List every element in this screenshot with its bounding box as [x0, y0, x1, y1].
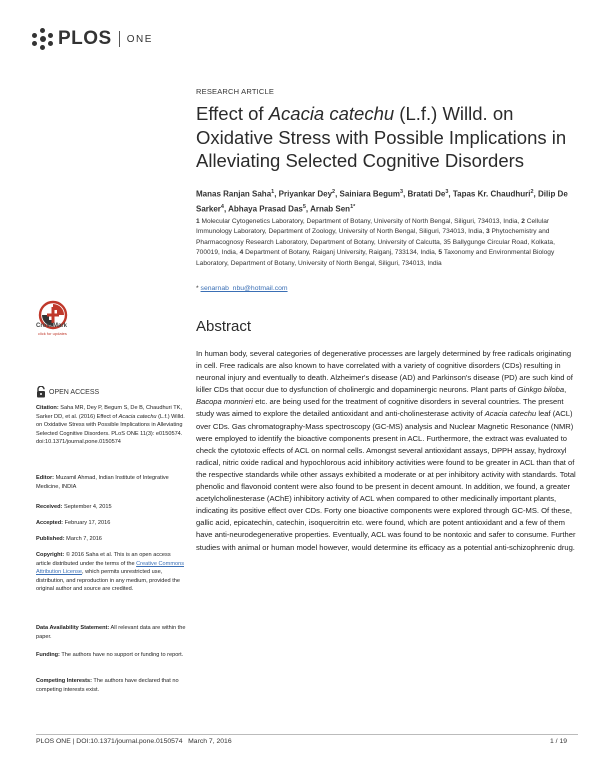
author-name: Bratati De — [407, 189, 446, 199]
open-lock-icon — [36, 386, 46, 398]
title-italic: Acacia catechu — [268, 103, 395, 124]
author-affiliation-sup: 2 — [530, 189, 534, 195]
affiliation-number: 1 — [196, 218, 202, 225]
logo-journal: ONE — [126, 33, 153, 45]
editor — [36, 474, 186, 491]
author-affiliation-sup: 4 — [220, 203, 224, 210]
abstract-body — [196, 348, 578, 554]
abstract-text-3: etc. are being used for the treatment of cognitive disorders in several countries. The present study was aimed to explore the detailed antioxidant and anti-cholinesterase activity of — [196, 397, 564, 419]
crossmark-sub: click for updates — [38, 331, 67, 336]
copyright-text2: , which permits unrestricted use, distribution, and reproduction in any medium, provided the original author and source are credited. — [36, 569, 180, 593]
received-text: September 4, 2015 — [64, 504, 112, 510]
competing-text: The authors have declared that no competing interests exist. — [36, 678, 179, 693]
copyright-text: © 2016 Saha et al. This is an open access article distributed under the terms of the — [36, 552, 171, 567]
received-date — [36, 503, 186, 512]
abstract-heading: Abstract — [196, 318, 252, 335]
affiliation-text: Molecular Cytogenetics Laboratory, Department of Botany, University of North Bengal, Siliguri, 734013, India, — [201, 218, 522, 225]
title-part2: (L.f.) Willd. on Oxidative Stress with Possible Implications in Alleviating Selected Cognitive Disorders — [196, 103, 567, 171]
author-name: Manas Ranjan Saha — [196, 189, 272, 199]
author-affiliation-sup: 5 — [302, 203, 306, 210]
plos-dots-icon — [32, 28, 54, 50]
author-name: Abhaya Prasad Das — [228, 204, 303, 214]
footer-divider — [36, 734, 578, 735]
data-availability — [36, 624, 186, 641]
affiliation-text: Phytochemistry and Pharmacognosy Research Laboratory, Department of Botany, University of Calcutta, 35 Ballygunge Circular Road, Kolkata, 700019, India, — [196, 228, 555, 257]
affiliation-number: 2 — [521, 218, 527, 225]
author-affiliation-sup: 3 — [400, 189, 404, 195]
affiliation-text: Department of Botany, Raiganj University, Raiganj, 733134, India, — [245, 249, 439, 257]
logo-brand: PLOS — [58, 28, 112, 49]
citation-text: Saha MR, Dey P, Begum S, De B, Chaudhuri TK, Sarker DD, et al. (2016) Effect of — [36, 405, 182, 420]
received-label: Received: — [36, 504, 63, 510]
author-name: Tapas Kr. Chaudhuri — [452, 189, 531, 199]
affiliation-number: 3 — [486, 228, 492, 236]
copyright — [36, 551, 186, 594]
citation-label: Citation: — [36, 405, 59, 411]
citation — [36, 404, 186, 447]
cc-license-link[interactable]: Creative Commons Attribution License — [36, 560, 184, 576]
plos-logo — [32, 28, 202, 50]
published-label: Published: — [36, 536, 65, 542]
affiliation-text: Taxonomy and Environmental Biology Laboratory, Department of Botany, University of North Bengal, Siliguri, 734013, India — [196, 249, 555, 267]
funding-text: The authors have no support or funding to report. — [61, 652, 184, 658]
logo-separator — [119, 31, 120, 47]
author-name: Arnab Sen — [310, 204, 351, 214]
abstract-italic-2: Bacopa monnieri — [196, 397, 253, 407]
funding — [36, 651, 186, 660]
page-number: 1 / 19 — [550, 738, 568, 745]
author-affiliation-sup: 1 — [271, 189, 275, 195]
author-list: Manas Ranjan Saha$^1$, Priyankar Dey$^2$, Sainiara Begum$^3$, Bratati De$^3$, Tapas Kr. Chaudhuri$^2$, Dilip De Sarker$^4$, Abhaya Prasad Das$^5$, Arnab Sen$^{1*}$ — [196, 189, 568, 214]
corresponding-marker: * — [196, 285, 199, 292]
abstract-text-1: In human body, several categories of degenerative processes are largely determined by free radicals originating in cell. Free radicals are also known to have correlated with a variety of cognitive disorders (CDs) resulting in neuronal injury and eventually to death. Alzheimer's disease (AD) and Parkinson's disease (PD) are such kind of killer CDs that occur due to dysfunction of cholinergic and dopaminergic neurons. Plant parts of — [196, 349, 573, 395]
footer-citation: PLOS ONE | DOI:10.1371/journal.pone.0150574 March 7, 2016 — [36, 738, 232, 745]
abstract-text-4: leaf (ACL) over CDs. Gas chromatography-Mass spectroscopy (GC-MS) analysis and Nuclear Magnetic Resonance (NMR) were employed to identify the bioactive components present in ACL. Furthermore, the extract was evaluated to check the cytotoxic effects of ACL on normal cells. Amongst several antioxidant assays, DPPH assay, hydroxyl radical, nitric oxide radical and hypochlorous acid inhibitory activities were found to be greater in ACL than that of the respective standards while other assays exhibited a moderate or at per inhibitory activity with standards. Total phenolic and flavonoid content were also found to be present in decent amount. In addition, we found, a greater acetylcholinesterase (AChE) inhibitory activity of ACL when compared to other medicinally important plants, indicating its positive effect over CDs. Forty one bioactive components were explored through GC-MS. Of these, gallic acid, epicatechin, catechin, isoquercitrin etc. were found, which are potent antioxidant and a few of them have anti-neurodegenerative properties. Eventually, ACL was found to be nontoxic and safer to consume. Further studies with animal or human model however, would determine its efficacy as a potential anti-schizophrenic drug. — [196, 409, 576, 552]
published-text: March 7, 2016 — [66, 536, 102, 542]
accepted-text: February 17, 2016 — [64, 520, 111, 526]
crossmark-label: CrossMark — [36, 323, 68, 329]
corresponding-author — [196, 285, 288, 292]
author-affiliation-sup: 1* — [350, 203, 356, 210]
competing-label: Competing Interests: — [36, 678, 92, 684]
citation-text2: (L.f.) Willd. on Oxidative Stress with Possible Implications in Alleviating Selected Cognitive Disorders. PLoS ONE 11(3): e0150574. doi:10.1371/journal.pone.0150574 — [36, 413, 185, 446]
data-availability-text: All relevant data are within the paper. — [36, 625, 186, 640]
editor-label: Editor: — [36, 475, 55, 481]
article-type: RESEARCH ARTICLE — [196, 87, 275, 96]
open-access-label: OPEN ACCESS — [49, 388, 100, 396]
accepted-date — [36, 519, 186, 528]
affiliation-number: 5 — [438, 249, 444, 257]
open-access-badge — [36, 386, 99, 398]
copyright-label: Copyright: — [36, 552, 65, 558]
competing-interests — [36, 677, 186, 694]
published-date — [36, 535, 186, 544]
article-title — [196, 102, 576, 173]
abstract-italic-1: Ginkgo biloba — [517, 385, 565, 395]
abstract-text-2: , — [564, 385, 567, 395]
affiliations — [196, 217, 576, 269]
accepted-label: Accepted: — [36, 520, 64, 526]
crossmark-icon[interactable] — [36, 290, 86, 346]
citation-italic: Acacia catechu — [118, 413, 157, 420]
author-name: Priyankar Dey — [278, 189, 333, 199]
author-name: Dilip De Sarker — [196, 189, 568, 214]
editor-text: Muzamil Ahmad, Indian Institute of Integrative Medicine, INDIA — [36, 475, 169, 490]
author-affiliation-sup: 3 — [445, 189, 449, 195]
title-part1: Effect of — [196, 103, 269, 124]
affiliation-text: Cellular Immunology Laboratory, Department of Zoology, University of North Bengal, Siliguri, 734013, India, — [196, 218, 550, 236]
abstract-italic-3: Acacia catechu — [484, 409, 537, 419]
author-affiliation-sup: 2 — [332, 189, 336, 195]
affiliation-number: 4 — [239, 249, 246, 257]
funding-label: Funding: — [36, 652, 60, 658]
corresponding-email-link[interactable]: senarnab_nbu@hotmail.com — [200, 285, 288, 292]
data-availability-label: Data Availability Statement: — [36, 625, 110, 631]
author-name: Sainiara Begum — [339, 189, 401, 199]
